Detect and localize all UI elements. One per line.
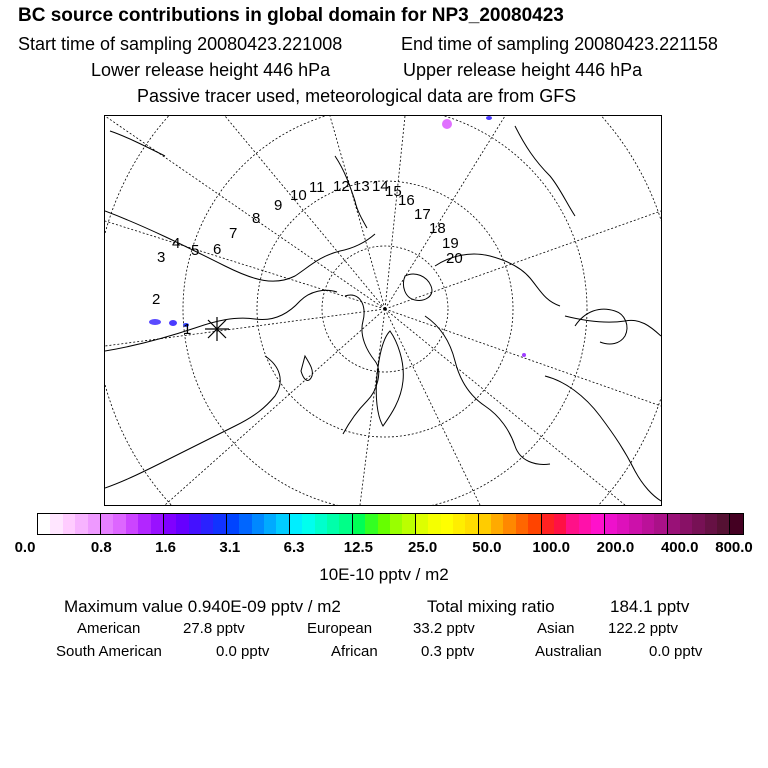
region-asian-value: 122.2 pptv [608, 620, 679, 637]
colorbar-cell [353, 514, 365, 534]
colorbar-cell [113, 514, 125, 534]
colorbar-cell [290, 514, 302, 534]
trajectory-labels [152, 178, 463, 338]
colorbar-tick-label: 1.6 [155, 539, 176, 556]
colorbar-cell [227, 514, 239, 534]
colorbar-cell [542, 514, 554, 534]
colorbar-tick-label: 12.5 [343, 539, 373, 556]
colorbar-cell [176, 514, 188, 534]
trajectory-hour-label: 17 [414, 206, 431, 223]
colorbar-cell [730, 514, 742, 534]
trajectory-hour-label: 1 [183, 321, 192, 338]
colorbar [37, 513, 744, 535]
meridian-lines [105, 116, 661, 505]
trajectory-hour-label: 12 [333, 178, 350, 195]
colorbar-cell [605, 514, 617, 534]
colorbar-cell [126, 514, 138, 534]
latitude-circles [105, 116, 661, 505]
map-panel [104, 115, 662, 506]
colorbar-unit: 10E-10 pptv / m2 [319, 565, 449, 584]
colorbar-cell [642, 514, 654, 534]
maximum-value: Maximum value 0.940E-09 pptv / m2 [64, 597, 341, 616]
colorbar-cell [617, 514, 629, 534]
colorbar-cell [668, 514, 680, 534]
colorbar-tick-label: 200.0 [596, 539, 635, 556]
region-european-value: 33.2 pptv [413, 620, 475, 637]
colorbar-cell [75, 514, 87, 534]
colorbar-cell [479, 514, 491, 534]
colorbar-cell [692, 514, 704, 534]
colorbar-tick-label: 3.1 [219, 539, 241, 556]
region-european-name: European [307, 620, 373, 637]
trajectory-hour-label: 8 [252, 210, 261, 227]
colorbar-tick-label: 400.0 [660, 539, 699, 556]
colorbar-cell [101, 514, 113, 534]
total-mixing-ratio-label: Total mixing ratio [427, 597, 555, 616]
trajectory-hour-label: 13 [353, 178, 370, 195]
trajectory-hour-label: 4 [172, 235, 181, 252]
trajectory-hour-label: 11 [309, 179, 325, 196]
region-south-american-name: South American [56, 643, 162, 660]
colorbar-cell [302, 514, 314, 534]
plume-patch [522, 353, 526, 357]
colorbar-tick-label: 25.0 [408, 539, 438, 556]
colorbar-cell [554, 514, 566, 534]
colorbar-tick-label: 0.8 [90, 539, 112, 556]
colorbar-tick-label: 800.0 [715, 539, 753, 556]
colorbar-cell [402, 514, 415, 534]
trajectory-hour-label: 20 [446, 250, 463, 267]
plume-patch [149, 319, 161, 325]
region-american-value: 27.8 pptv [183, 620, 245, 637]
plume-patches [149, 116, 526, 357]
trajectory-hour-label: 18 [429, 220, 446, 237]
colorbar-cell [465, 514, 478, 534]
sampling-location-marker [205, 317, 229, 341]
colorbar-cell [276, 514, 289, 534]
trajectory-hour-label: 5 [191, 242, 200, 259]
colorbar-cell [164, 514, 176, 534]
plume-patch [442, 119, 452, 129]
trajectory-hour-label: 10 [290, 187, 307, 204]
colorbar-cell [50, 514, 62, 534]
colorbar-cell [201, 514, 213, 534]
colorbar-cell [88, 514, 101, 534]
trajectory-hour-label: 9 [274, 197, 283, 214]
colorbar-tick-label: 0.0 [14, 539, 36, 556]
colorbar-tick-label: 6.3 [283, 539, 305, 556]
colorbar-cell [315, 514, 327, 534]
colorbar-cell [365, 514, 377, 534]
region-african-value: 0.3 pptv [421, 643, 475, 660]
colorbar-cell [503, 514, 515, 534]
colorbar-cell [654, 514, 667, 534]
plot-title: BC source contributions in global domain for NP3_20080423 [18, 5, 564, 26]
plume-patch [486, 116, 492, 120]
trajectory-hour-label: 15 [385, 183, 402, 200]
colorbar-cell [378, 514, 390, 534]
colorbar-cell [629, 514, 641, 534]
lower-release-height: Lower release height 446 hPa [91, 60, 331, 80]
colorbar-cell [213, 514, 226, 534]
colorbar-cell [151, 514, 164, 534]
colorbar-cell [138, 514, 150, 534]
colorbar-cell [591, 514, 604, 534]
colorbar-cell [416, 514, 428, 534]
colorbar-cell [441, 514, 453, 534]
colorbar-cell [579, 514, 591, 534]
polar-map [105, 116, 661, 505]
region-asian-name: Asian [537, 620, 575, 637]
colorbar-cell [239, 514, 251, 534]
region-american-name: American [77, 620, 141, 637]
colorbar-tick-label: 50.0 [472, 539, 502, 556]
colorbar-cell [705, 514, 717, 534]
colorbar-cell [453, 514, 465, 534]
upper-release-height: Upper release height 446 hPa [403, 60, 643, 80]
trajectory-hour-label: 3 [157, 249, 166, 266]
colorbar-cell [528, 514, 541, 534]
trajectory-hour-label: 16 [398, 192, 415, 209]
colorbar-cell [327, 514, 339, 534]
colorbar-cell [63, 514, 75, 534]
trajectory-hour-label: 7 [229, 225, 238, 242]
total-mixing-ratio-value: 184.1 pptv [610, 597, 690, 616]
colorbar-tick-label: 100.0 [532, 539, 570, 556]
trajectory-hour-label: 19 [442, 235, 459, 252]
colorbar-cell [566, 514, 578, 534]
trajectory-hour-label: 2 [152, 291, 161, 308]
colorbar-cell [252, 514, 264, 534]
plume-patch [169, 320, 177, 326]
region-australian-name: Australian [535, 643, 602, 660]
colorbar-cell [390, 514, 402, 534]
colorbar-cell [516, 514, 528, 534]
colorbar-cell [189, 514, 201, 534]
colorbar-cell [428, 514, 440, 534]
region-south-american-value: 0.0 pptv [216, 643, 270, 660]
region-african-name: African [331, 643, 378, 660]
tracer-note: Passive tracer used, meteorological data are from GFS [137, 86, 577, 106]
region-australian-value: 0.0 pptv [649, 643, 703, 660]
trajectory-hour-label: 14 [372, 178, 389, 195]
colorbar-cell [339, 514, 352, 534]
end-time: End time of sampling 20080423.221158 [401, 34, 718, 54]
colorbar-cell [717, 514, 730, 534]
colorbar-cell [38, 514, 50, 534]
start-time: Start time of sampling 20080423.221008 [18, 34, 343, 54]
colorbar-cell [491, 514, 503, 534]
colorbar-cell [264, 514, 276, 534]
trajectory-hour-label: 6 [213, 241, 222, 258]
colorbar-cell [680, 514, 692, 534]
